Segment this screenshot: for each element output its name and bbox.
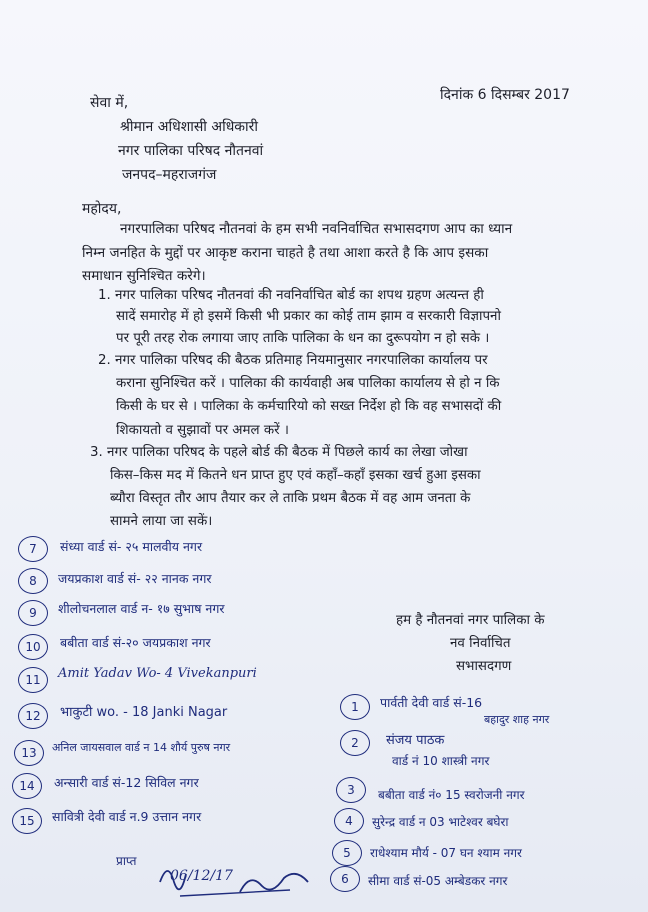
point-2-line-2: कराना सुनिश्चित करें । पालिका की कार्यवाही अब पालिका कार्यालय से हो न कि <box>116 376 500 391</box>
entry-number: 6 <box>330 866 360 892</box>
point-3-line-2: किस–किस मद में कितने धन प्राप्त हुए एवं कहॉं–कहॉं इसका खर्च हुआ इसका <box>110 468 481 483</box>
entry-text: Amit Yadav Wo- 4 Vivekanpuri <box>58 666 257 681</box>
entry-number: 1 <box>340 694 370 720</box>
point-3-line-3: ब्यौरा विस्तृत तौर आप तैयार कर ले ताकि प्रथम बैठक में वह आम जनता के <box>110 491 471 506</box>
entry-number: 10 <box>18 634 48 660</box>
entry-number: 2 <box>340 730 370 756</box>
addressee-line-3: जनपद–महराजगंज <box>122 167 217 183</box>
entry-text: पार्वती देवी वार्ड सं-16 <box>380 695 483 710</box>
signatory-line-1: हम है नौतनवां नगर पालिका के <box>396 613 545 628</box>
entry-text: शीलोचनलाल वार्ड न- १७ सुभाष नगर <box>58 601 225 616</box>
entry-subtext: वार्ड नं 10 शास्त्री नगर <box>392 754 490 768</box>
signature-scribble <box>150 852 330 902</box>
addressee-line-2: नगर पालिका परिषद नौतनवां <box>118 143 264 159</box>
entry-text: सुरेन्द्र वार्ड न 03 भाटेश्वर बघेरा <box>372 815 509 829</box>
entry-text: सावित्री देवी वार्ड न.9 उत्तान नगर <box>52 809 202 824</box>
salutation: महोदय, <box>82 201 122 217</box>
entry-text: जयप्रकाश वार्ड सं- २२ नानक नगर <box>58 571 212 586</box>
entry-subtext: बहादुर शाह नगर <box>484 713 550 726</box>
point-2-line-3: किसी के घर से । पालिका के कर्मचारियो को सख्त निर्देश हो कि वह सभासदों की <box>116 399 502 414</box>
received-label: प्राप्त <box>116 854 137 868</box>
entry-number: 3 <box>336 777 366 803</box>
point-1-line-1: 1. नगर पालिका परिषद नौतनवां की नवनिर्वाचित बोर्ड का शपथ ग्रहण अत्यन्त ही <box>98 288 484 303</box>
entry-number: 14 <box>12 773 42 799</box>
letter-date: दिनांक 6 दिसम्बर 2017 <box>440 87 570 103</box>
entry-text: संध्या वार्ड सं- २५ मालवीय नगर <box>60 539 203 554</box>
entry-number: 4 <box>334 808 364 834</box>
entry-number: 7 <box>18 536 48 562</box>
entry-number: 15 <box>12 808 42 834</box>
entry-number: 12 <box>18 703 48 729</box>
point-2-line-1: 2. नगर पालिका परिषद की बैठक प्रतिमाह नियमानुसार नगरपालिका कार्यालय पर <box>98 353 488 368</box>
entry-number: 5 <box>332 840 362 866</box>
signatory-line-2: नव निर्वाचित <box>450 636 511 651</box>
point-3-line-4: सामने लाया जा सकें। <box>110 514 213 529</box>
entry-text: अनिल जायसवाल वार्ड न 14 शौर्य पुरुष नगर <box>52 741 231 754</box>
entry-number: 9 <box>18 600 48 626</box>
point-3-line-1: 3. नगर पालिका परिषद के पहले बोर्ड की बैठक में पिछले कार्य का लेखा जोखा <box>90 445 468 460</box>
entry-text: सीमा वार्ड सं-05 अम्बेडकर नगर <box>368 874 508 888</box>
addressee-line-1: श्रीमान अधिशासी अधिकारी <box>120 119 259 135</box>
entry-text: बबीता वार्ड सं-२० जयप्रकाश नगर <box>60 635 211 650</box>
entry-number: 11 <box>18 667 48 693</box>
signatory-line-3: सभासदगण <box>456 659 512 674</box>
intro-line-3: समाधान सुनिश्चित करेगे। <box>82 268 206 284</box>
point-2-line-4: शिकायतो व सुझावों पर अमल करें । <box>116 423 289 438</box>
point-1-line-3: पर पूरी तरह रोक लगाया जाए ताकि पालिका के धन का दुरूपयोग न हो सके । <box>116 331 490 346</box>
entry-number: 8 <box>18 568 48 594</box>
entry-text: संजय पाठक <box>386 733 445 748</box>
entry-text: राधेश्याम मौर्य - 07 घन श्याम नगर <box>370 846 522 860</box>
to-label: सेवा में, <box>90 95 129 111</box>
intro-line-2: निम्न जनहित के मुद्दों पर आकृष्ट कराना चाहते है तथा आशा करते है कि आप इसका <box>82 245 489 261</box>
point-1-line-2: सादें समारोह में हो इसमें किसी भी प्रकार का कोई ताम झाम व सरकारी विज्ञापनो <box>116 309 501 324</box>
intro-line-1: नगरपालिका परिषद नौतनवां के हम सभी नवनिर्वाचित सभासदगण आप का ध्यान <box>120 221 513 237</box>
entry-number: 13 <box>14 740 44 766</box>
entry-text: अन्सारी वार्ड सं-12 सिविल नगर <box>54 775 199 790</box>
entry-text: बबीता वार्ड नं० 15 स्वरोजनी नगर <box>378 788 525 802</box>
entry-text: भाकुटी wo. - 18 Janki Nagar <box>60 705 228 720</box>
received-date: 06/12/17 <box>170 868 233 884</box>
